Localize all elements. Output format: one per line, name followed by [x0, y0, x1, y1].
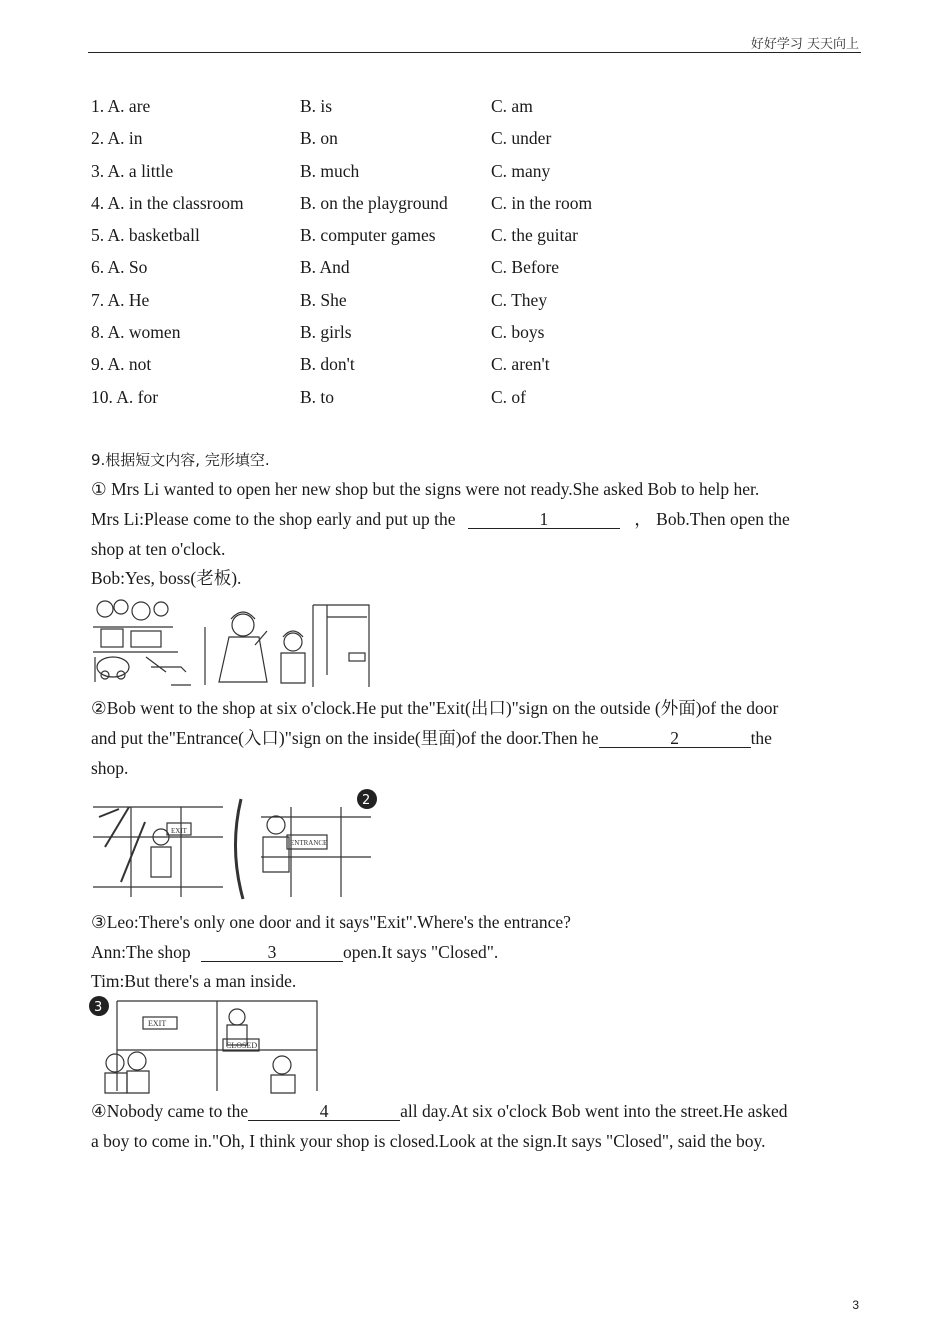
- text-fragment: Ann:The shop: [91, 942, 191, 962]
- blank-1[interactable]: 1: [468, 510, 620, 529]
- option-a: 10. A. for: [91, 386, 159, 407]
- exit-sign-text: EXIT: [148, 1019, 167, 1028]
- option-a: 1. A. are: [91, 96, 151, 116]
- badge-number: 3: [94, 1000, 103, 1015]
- option-c: C. in the room: [491, 192, 593, 213]
- option-a: 6. A. So: [91, 257, 148, 278]
- section-title: 9.根据短文内容, 完形填空.: [91, 451, 270, 469]
- option-a: 3. A. a little: [91, 160, 174, 181]
- badge-number: 2: [362, 793, 371, 808]
- paragraph-4-line: [91, 1100, 788, 1122]
- option-a: 8. A. women: [91, 322, 181, 343]
- paragraph-2-line: shop.: [91, 758, 129, 778]
- option-b: B. She: [300, 289, 347, 310]
- option-c: C. of: [491, 386, 526, 407]
- shop-illustration-2: [91, 787, 381, 902]
- option-b: B. on the playground: [300, 192, 448, 213]
- page-header: [88, 30, 861, 53]
- option-c: C. They: [491, 289, 548, 310]
- text-fragment: Mrs Li:Please come to the shop early and put up the: [91, 509, 456, 529]
- paragraph-1-line: [91, 508, 790, 530]
- paragraph-1-line: ① Mrs Li wanted to open her new shop but the signs were not ready.She asked Bob to help her.: [91, 479, 760, 499]
- option-b: B. girls: [300, 322, 352, 343]
- blank-3[interactable]: 3: [201, 943, 343, 962]
- paragraph-1-line: Bob:Yes, boss(老板).: [91, 568, 242, 588]
- exit-sign-text: EXIT: [171, 827, 187, 835]
- option-a: 7. A. He: [91, 289, 150, 310]
- option-c: C. Before: [491, 257, 560, 278]
- option-a: 2. A. in: [91, 128, 143, 149]
- option-b: B. much: [300, 160, 360, 181]
- shop-illustration-1: [91, 597, 376, 689]
- option-c: C. aren't: [491, 354, 550, 375]
- text-fragment: all day.At six o'clock Bob went into the street.He asked: [400, 1101, 788, 1121]
- option-b: B. is: [300, 96, 333, 116]
- option-a: 9. A. not: [91, 354, 152, 375]
- header-motto: 好好学习 天天向上: [750, 37, 859, 52]
- text-fragment: and put the"Entrance(入口)"sign on the inside(里面)of the door.Then he: [91, 728, 599, 748]
- text-fragment: open.It says "Closed".: [343, 942, 499, 962]
- blank-4[interactable]: 4: [248, 1102, 400, 1121]
- text-fragment: ④Nobody came to the: [91, 1101, 249, 1121]
- paragraph-1-line: shop at ten o'clock.: [91, 539, 226, 559]
- option-b: B. to: [300, 386, 335, 407]
- option-b: B. on: [300, 128, 338, 149]
- option-c: C. under: [491, 128, 552, 149]
- option-a: 4. A. in the classroom: [91, 192, 244, 213]
- paragraph-4-line: a boy to come in."Oh, I think your shop is closed.Look at the sign.It says "Closed", said the boy.: [91, 1131, 766, 1151]
- paragraph-3-line: [91, 941, 498, 963]
- option-c: C. many: [491, 160, 551, 181]
- option-b: B. computer games: [300, 225, 436, 246]
- text-fragment: the: [750, 728, 772, 748]
- entrance-sign-text: ENTRANCE: [290, 839, 328, 847]
- option-b: B. And: [300, 257, 350, 278]
- paragraph-3-line: Tim:But there's a man inside.: [91, 971, 297, 991]
- option-b: B. don't: [300, 354, 355, 375]
- option-c: C. the guitar: [491, 225, 578, 246]
- option-c: C. am: [491, 96, 533, 116]
- blank-2[interactable]: 2: [599, 729, 751, 748]
- paragraph-2-line: ②Bob went to the shop at six o'clock.He put the"Exit(出口)"sign on the outside (外面)of the door: [91, 698, 779, 718]
- shop-illustration-3: [87, 995, 327, 1095]
- closed-sign-text: CLOSED: [226, 1041, 258, 1050]
- text-fragment: ， Bob.Then open the: [634, 509, 790, 529]
- paragraph-3-line: ③Leo:There's only one door and it says"Exit".Where's the entrance?: [91, 912, 571, 932]
- option-c: C. boys: [491, 322, 545, 343]
- option-a: 5. A. basketball: [91, 225, 200, 246]
- paragraph-2-line: [91, 727, 772, 749]
- page-number: 3: [852, 1298, 859, 1312]
